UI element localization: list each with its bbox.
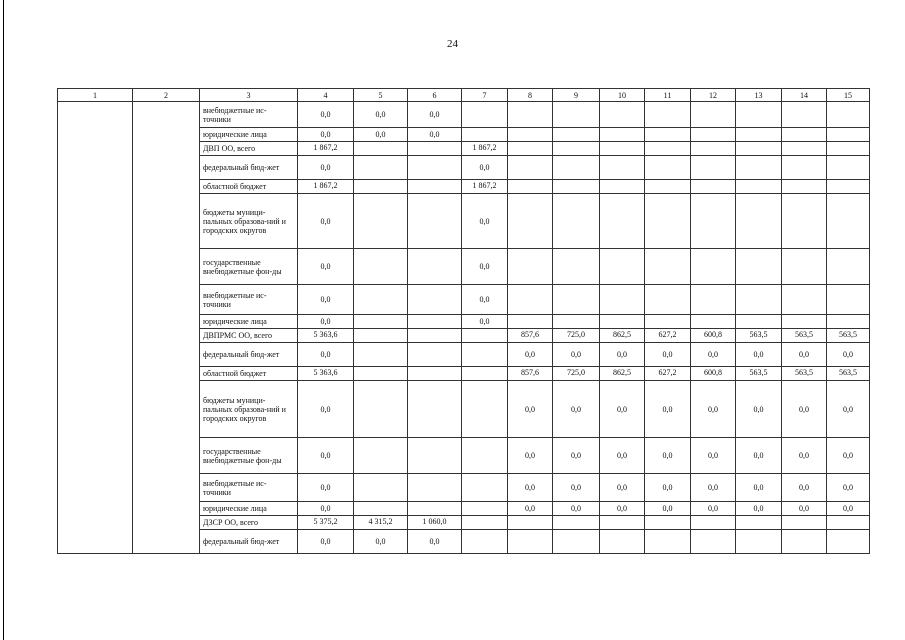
column-header: 5 [354, 89, 408, 102]
value-cell [691, 285, 736, 315]
value-cell [691, 156, 736, 180]
column-header: 10 [600, 89, 645, 102]
value-cell: 0,0 [645, 438, 691, 474]
value-cell: 725,0 [553, 329, 600, 343]
value-cell [354, 474, 408, 502]
value-cell [736, 530, 782, 554]
value-cell [354, 180, 408, 194]
value-cell [508, 194, 553, 249]
value-cell: 627,2 [645, 367, 691, 381]
value-cell [645, 180, 691, 194]
row-label: федеральный бюд-жет [200, 343, 298, 367]
value-cell [462, 438, 508, 474]
value-cell: 0,0 [827, 343, 870, 367]
value-cell [462, 367, 508, 381]
value-cell [827, 156, 870, 180]
value-cell: 0,0 [553, 438, 600, 474]
row-label: внебюджетные ис-точники [200, 102, 298, 128]
column-2-cell [133, 102, 200, 554]
value-cell: 0,0 [645, 474, 691, 502]
value-cell [408, 315, 462, 329]
value-cell [553, 516, 600, 530]
table-body [58, 102, 870, 554]
value-cell [645, 142, 691, 156]
value-cell [782, 285, 827, 315]
value-cell [354, 142, 408, 156]
value-cell [354, 249, 408, 285]
value-cell: 0,0 [691, 343, 736, 367]
value-cell [600, 128, 645, 142]
column-header: 4 [298, 89, 354, 102]
row-label: ДВП ОО, всего [200, 142, 298, 156]
value-cell [827, 142, 870, 156]
value-cell [508, 516, 553, 530]
table-header-row [58, 89, 870, 102]
value-cell [782, 516, 827, 530]
value-cell: 0,0 [408, 128, 462, 142]
value-cell: 5 363,6 [298, 329, 354, 343]
value-cell: 1 867,2 [462, 142, 508, 156]
column-header: 12 [691, 89, 736, 102]
value-cell [691, 180, 736, 194]
value-cell [600, 530, 645, 554]
value-cell [462, 381, 508, 438]
value-cell [408, 249, 462, 285]
value-cell [782, 530, 827, 554]
value-cell [782, 102, 827, 128]
value-cell: 0,0 [508, 343, 553, 367]
value-cell [508, 315, 553, 329]
column-header: 1 [58, 89, 133, 102]
value-cell [408, 194, 462, 249]
value-cell [600, 249, 645, 285]
row-label: внебюджетные ис-точники [200, 285, 298, 315]
value-cell [408, 180, 462, 194]
value-cell: 0,0 [298, 438, 354, 474]
value-cell [691, 530, 736, 554]
value-cell [691, 249, 736, 285]
column-header: 2 [133, 89, 200, 102]
value-cell: 4 315,2 [354, 516, 408, 530]
value-cell [827, 285, 870, 315]
value-cell [354, 438, 408, 474]
value-cell [827, 102, 870, 128]
value-cell: 0,0 [553, 343, 600, 367]
value-cell: 857,6 [508, 367, 553, 381]
column-header: 3 [200, 89, 298, 102]
row-label: юридические лица [200, 502, 298, 516]
row-label: ДЗСР ОО, всего [200, 516, 298, 530]
value-cell [645, 516, 691, 530]
value-cell [782, 128, 827, 142]
value-cell: 0,0 [645, 343, 691, 367]
column-header: 11 [645, 89, 691, 102]
value-cell [736, 156, 782, 180]
value-cell [736, 128, 782, 142]
value-cell [782, 180, 827, 194]
value-cell: 0,0 [354, 128, 408, 142]
value-cell: 1 867,2 [298, 142, 354, 156]
column-header: 15 [827, 89, 870, 102]
value-cell: 0,0 [462, 156, 508, 180]
value-cell: 600,8 [691, 367, 736, 381]
value-cell [553, 194, 600, 249]
value-cell: 0,0 [782, 474, 827, 502]
value-cell [645, 249, 691, 285]
row-label: юридические лица [200, 315, 298, 329]
value-cell [553, 530, 600, 554]
value-cell: 0,0 [508, 474, 553, 502]
row-label: бюджеты муници-пальных образова-ний и городских округов [200, 381, 298, 438]
row-label: федеральный бюд-жет [200, 530, 298, 554]
value-cell: 627,2 [645, 329, 691, 343]
value-cell [645, 285, 691, 315]
value-cell: 0,0 [298, 249, 354, 285]
value-cell: 0,0 [553, 474, 600, 502]
value-cell [508, 156, 553, 180]
value-cell: 0,0 [782, 502, 827, 516]
value-cell [354, 156, 408, 180]
value-cell: 0,0 [736, 474, 782, 502]
value-cell: 0,0 [736, 381, 782, 438]
value-cell: 0,0 [827, 381, 870, 438]
value-cell: 1 867,2 [298, 180, 354, 194]
value-cell: 0,0 [782, 438, 827, 474]
value-cell [645, 194, 691, 249]
value-cell [354, 381, 408, 438]
value-cell [736, 194, 782, 249]
value-cell [408, 438, 462, 474]
value-cell [508, 142, 553, 156]
value-cell [462, 102, 508, 128]
value-cell: 0,0 [508, 438, 553, 474]
value-cell: 0,0 [600, 438, 645, 474]
value-cell: 0,0 [553, 502, 600, 516]
value-cell [736, 285, 782, 315]
value-cell: 1 060,0 [408, 516, 462, 530]
row-label: областной бюджет [200, 180, 298, 194]
value-cell [691, 128, 736, 142]
budget-table [57, 88, 870, 554]
value-cell: 0,0 [298, 128, 354, 142]
value-cell [354, 329, 408, 343]
value-cell: 5 375,2 [298, 516, 354, 530]
value-cell [736, 315, 782, 329]
value-cell [782, 156, 827, 180]
value-cell [508, 285, 553, 315]
value-cell [645, 156, 691, 180]
value-cell: 0,0 [298, 502, 354, 516]
value-cell [782, 142, 827, 156]
value-cell [827, 249, 870, 285]
value-cell [782, 249, 827, 285]
value-cell [553, 128, 600, 142]
value-cell [736, 516, 782, 530]
value-cell [645, 102, 691, 128]
value-cell [354, 502, 408, 516]
value-cell: 0,0 [462, 285, 508, 315]
value-cell: 0,0 [691, 502, 736, 516]
value-cell: 0,0 [462, 315, 508, 329]
value-cell [354, 194, 408, 249]
value-cell: 0,0 [298, 530, 354, 554]
value-cell: 1 867,2 [462, 180, 508, 194]
value-cell [408, 343, 462, 367]
column-1-cell [58, 102, 133, 554]
table-row [58, 102, 870, 128]
value-cell [508, 180, 553, 194]
column-header: 6 [408, 89, 462, 102]
row-label: бюджеты муници-пальных образова-ний и городских округов [200, 194, 298, 249]
value-cell: 0,0 [782, 343, 827, 367]
column-header: 7 [462, 89, 508, 102]
value-cell [645, 530, 691, 554]
value-cell [553, 142, 600, 156]
value-cell: 0,0 [462, 194, 508, 249]
value-cell [354, 367, 408, 381]
value-cell: 563,5 [782, 329, 827, 343]
value-cell [408, 474, 462, 502]
value-cell: 0,0 [298, 194, 354, 249]
value-cell [462, 502, 508, 516]
value-cell [553, 156, 600, 180]
value-cell [462, 329, 508, 343]
value-cell [408, 285, 462, 315]
value-cell [827, 315, 870, 329]
value-cell: 0,0 [354, 102, 408, 128]
value-cell [408, 329, 462, 343]
value-cell: 862,5 [600, 329, 645, 343]
value-cell [408, 156, 462, 180]
value-cell: 563,5 [827, 329, 870, 343]
value-cell: 0,0 [408, 530, 462, 554]
value-cell [553, 102, 600, 128]
value-cell: 563,5 [827, 367, 870, 381]
value-cell: 563,5 [736, 367, 782, 381]
value-cell: 0,0 [827, 474, 870, 502]
row-label: государственные внебюджетные фон-ды [200, 438, 298, 474]
value-cell: 862,5 [600, 367, 645, 381]
value-cell [827, 194, 870, 249]
row-label: юридические лица [200, 128, 298, 142]
value-cell [508, 128, 553, 142]
value-cell [462, 516, 508, 530]
row-label: внебюджетные ис-точники [200, 474, 298, 502]
value-cell: 0,0 [827, 502, 870, 516]
value-cell [600, 315, 645, 329]
value-cell [354, 285, 408, 315]
value-cell [553, 249, 600, 285]
value-cell: 0,0 [645, 381, 691, 438]
value-cell: 0,0 [298, 156, 354, 180]
value-cell [600, 156, 645, 180]
value-cell [691, 194, 736, 249]
value-cell: 0,0 [462, 249, 508, 285]
value-cell: 0,0 [298, 285, 354, 315]
value-cell: 0,0 [408, 102, 462, 128]
value-cell [600, 194, 645, 249]
value-cell: 0,0 [691, 438, 736, 474]
row-label: ДВПРМС ОО, всего [200, 329, 298, 343]
value-cell [600, 180, 645, 194]
value-cell [691, 102, 736, 128]
value-cell [827, 128, 870, 142]
value-cell [462, 128, 508, 142]
value-cell [600, 285, 645, 315]
value-cell [691, 315, 736, 329]
value-cell: 0,0 [600, 502, 645, 516]
value-cell: 0,0 [508, 381, 553, 438]
value-cell [600, 102, 645, 128]
value-cell [553, 315, 600, 329]
value-cell [782, 194, 827, 249]
value-cell [354, 315, 408, 329]
value-cell: 725,0 [553, 367, 600, 381]
value-cell [736, 180, 782, 194]
value-cell: 0,0 [298, 102, 354, 128]
row-label: федеральный бюд-жет [200, 156, 298, 180]
left-margin-line [3, 0, 4, 640]
value-cell: 857,6 [508, 329, 553, 343]
value-cell [408, 502, 462, 516]
column-header: 13 [736, 89, 782, 102]
value-cell: 0,0 [736, 438, 782, 474]
column-header: 8 [508, 89, 553, 102]
value-cell [508, 249, 553, 285]
value-cell [408, 367, 462, 381]
value-cell [827, 516, 870, 530]
value-cell [462, 474, 508, 502]
page-number: 24 [447, 38, 458, 50]
value-cell: 0,0 [600, 381, 645, 438]
value-cell: 0,0 [782, 381, 827, 438]
value-cell [553, 285, 600, 315]
value-cell: 0,0 [827, 438, 870, 474]
value-cell: 0,0 [298, 315, 354, 329]
value-cell: 0,0 [600, 474, 645, 502]
value-cell: 0,0 [736, 343, 782, 367]
value-cell [508, 102, 553, 128]
row-label: государственные внебюджетные фон-ды [200, 249, 298, 285]
value-cell [408, 142, 462, 156]
value-cell: 0,0 [354, 530, 408, 554]
value-cell: 5 363,6 [298, 367, 354, 381]
value-cell: 600,8 [691, 329, 736, 343]
value-cell [508, 530, 553, 554]
value-cell [600, 516, 645, 530]
row-label: областной бюджет [200, 367, 298, 381]
value-cell: 563,5 [736, 329, 782, 343]
value-cell [782, 315, 827, 329]
value-cell: 0,0 [508, 502, 553, 516]
value-cell [645, 315, 691, 329]
column-header: 14 [782, 89, 827, 102]
value-cell: 0,0 [298, 474, 354, 502]
value-cell: 0,0 [298, 343, 354, 367]
value-cell [600, 142, 645, 156]
value-cell [553, 180, 600, 194]
value-cell [736, 142, 782, 156]
value-cell: 0,0 [691, 474, 736, 502]
value-cell [462, 530, 508, 554]
value-cell: 0,0 [600, 343, 645, 367]
value-cell [827, 530, 870, 554]
value-cell [691, 516, 736, 530]
value-cell: 0,0 [553, 381, 600, 438]
value-cell [408, 381, 462, 438]
value-cell: 0,0 [691, 381, 736, 438]
value-cell: 0,0 [736, 502, 782, 516]
value-cell [736, 249, 782, 285]
value-cell [354, 343, 408, 367]
value-cell: 563,5 [782, 367, 827, 381]
column-header: 9 [553, 89, 600, 102]
value-cell: 0,0 [298, 381, 354, 438]
value-cell [691, 142, 736, 156]
value-cell [736, 102, 782, 128]
value-cell [462, 343, 508, 367]
value-cell: 0,0 [645, 502, 691, 516]
value-cell [645, 128, 691, 142]
value-cell [827, 180, 870, 194]
